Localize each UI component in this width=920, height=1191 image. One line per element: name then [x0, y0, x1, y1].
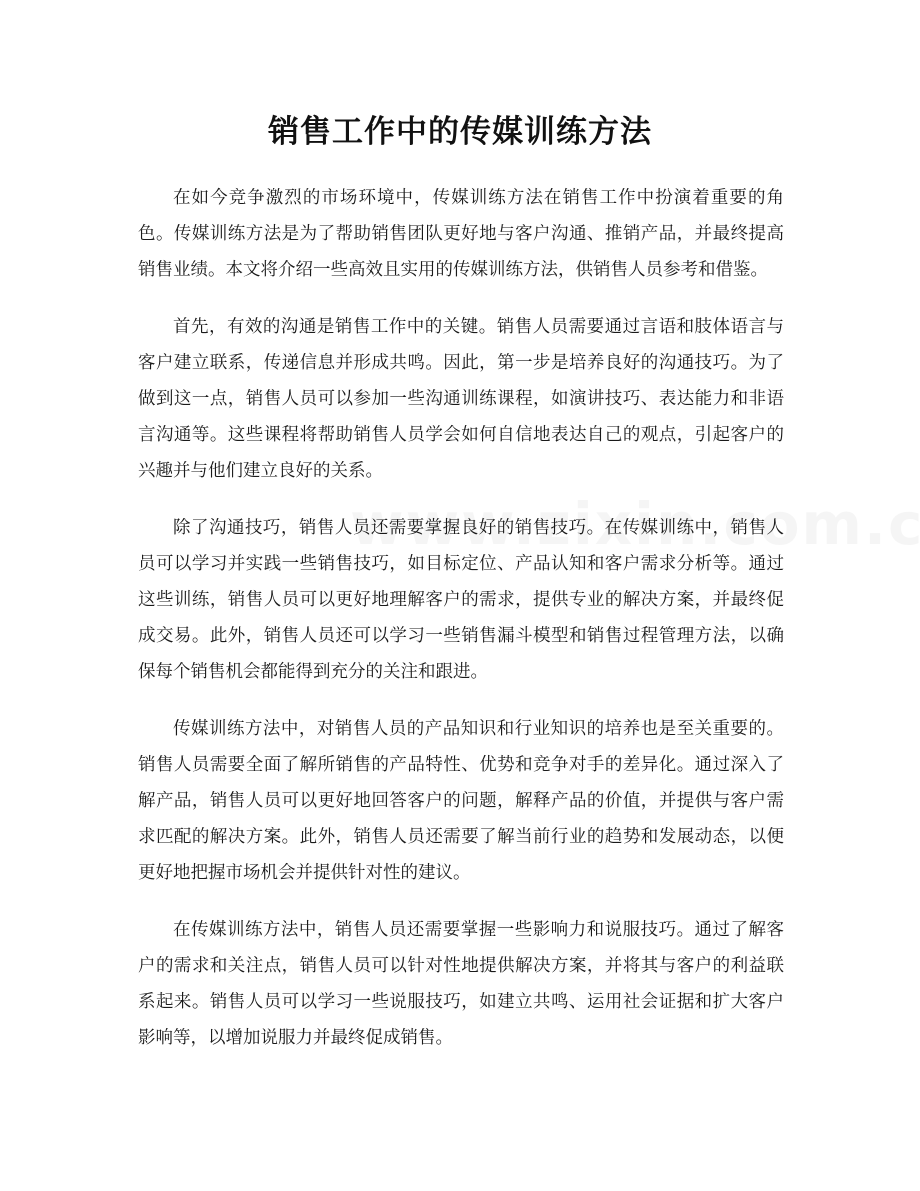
paragraph-3: 除了沟通技巧，销售人员还需要掌握良好的销售技巧。在传媒训练中，销售人员可以学习并实践一些销售技巧，如目标定位、产品认知和客户需求分析等。通过这些训练，销售人员可以更好地理解客户的需求，提供专业的解决方案，并最终促成交易。此外，销售人员还可以学习一些销售漏斗模型和销售过程管理方法，以确保每个销售机会都能得到充分的关注和跟进。	[138, 518, 784, 682]
paragraph-4: 传媒训练方法中，对销售人员的产品知识和行业知识的培养也是至关重要的。销售人员需要全面了解所销售的产品特性、优势和竞争对手的差异化。通过深入了解产品，销售人员可以更好地回答客户的问题，解释产品的价值，并提供与客户需求匹配的解决方案。此外，销售人员还需要了解当前行业的趋势和发展动态，以便更好地把握市场机会并提供针对性的建议。	[138, 719, 784, 883]
document-body	[138, 180, 784, 1077]
paragraph-2: 首先，有效的沟通是销售工作中的关键。销售人员需要通过言语和肢体语言与客户建立联系，传递信息并形成共鸣。因此，第一步是培养良好的沟通技巧。为了做到这一点，销售人员可以参加一些沟通训练课程，如演讲技巧、表达能力和非语言沟通等。这些课程将帮助销售人员学会如何自信地表达自己的观点，引起客户的兴趣并与他们建立良好的关系。	[138, 317, 784, 481]
document-title: 销售工作中的传媒训练方法	[268, 114, 652, 150]
paragraph-1: 在如今竞争激烈的市场环境中，传媒训练方法在销售工作中扮演着重要的角色。传媒训练方法是为了帮助销售团队更好地与客户沟通、推销产品，并最终提高销售业绩。本文将介绍一些高效且实用的传媒训练方法，供销售人员参考和借鉴。	[138, 188, 784, 280]
paragraph-5: 在传媒训练方法中，销售人员还需要掌握一些影响力和说服技巧。通过了解客户的需求和关注点，销售人员可以针对性地提供解决方案，并将其与客户的利益联系起来。销售人员可以学习一些说服技巧，如建立共鸣、运用社会证据和扩大客户影响等，以增加说服力并最终促成销售。	[138, 920, 784, 1048]
